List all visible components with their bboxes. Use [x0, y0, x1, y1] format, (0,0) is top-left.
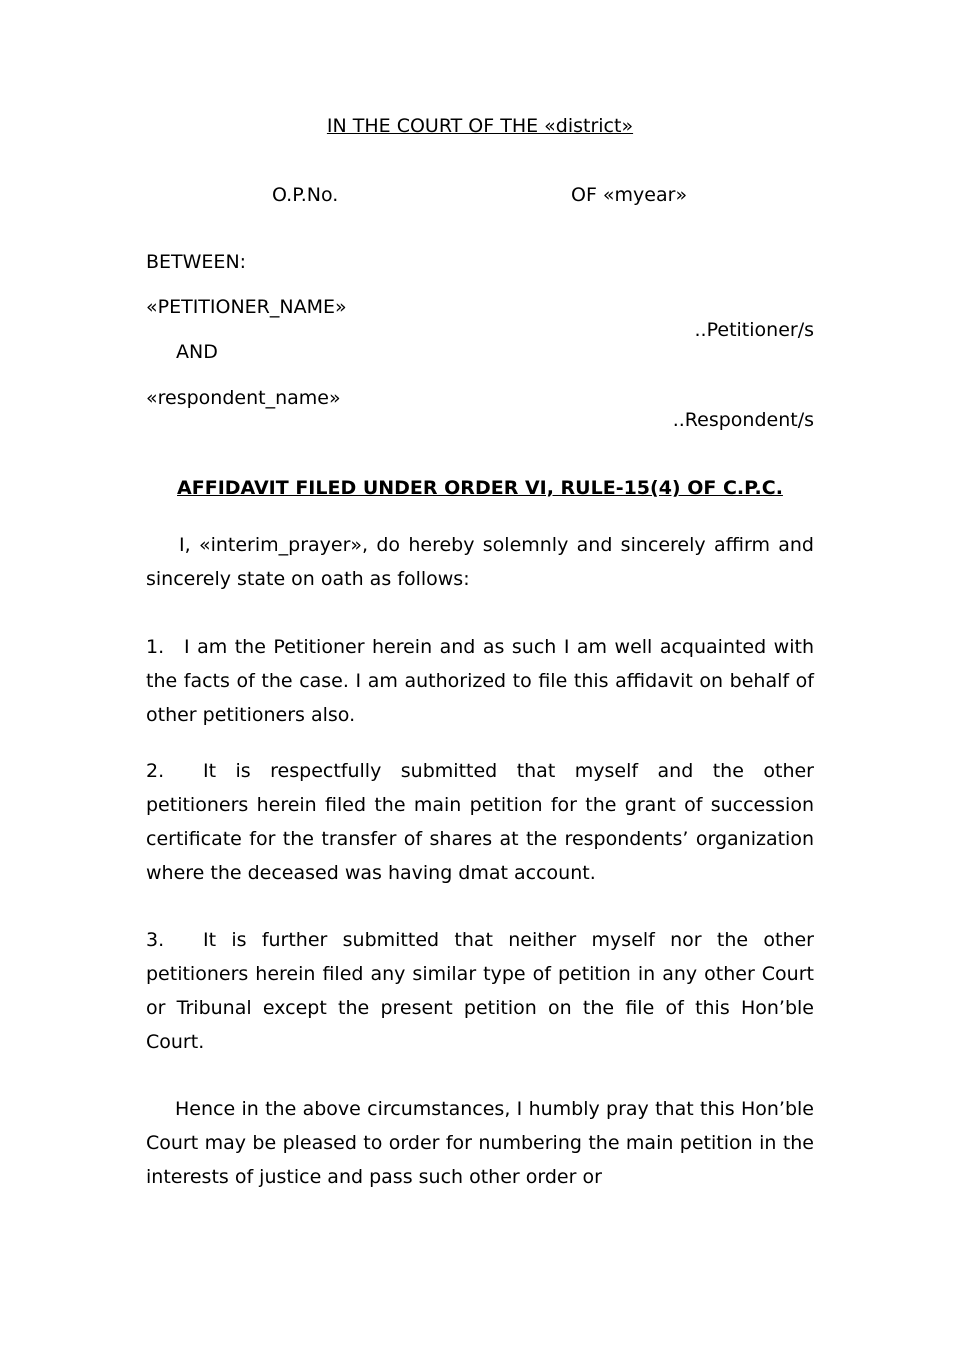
of-year-label: OF «myear» [571, 184, 688, 206]
paragraph-text: It is further submitted that neither myself nor the other petitioners herein filed any similar type of petition in any other Court or Tribunal except the present petition on the file of this Hon’ble Court. [146, 929, 814, 1053]
paragraph-number: 3. [146, 929, 165, 951]
respondent-name: «respondent_name» [146, 387, 341, 409]
op-number-label: O.P.No. [272, 184, 339, 206]
and-label: AND [176, 341, 218, 363]
affidavit-title: AFFIDAVIT FILED UNDER ORDER VI, RULE-15(4) OF C.P.C. [177, 477, 783, 499]
paragraph-2 [146, 754, 814, 890]
paragraph-text: I am the Petitioner herein and as such I am well acquainted with the facts of the case. I am authorized to file this affidavit on behalf of other petitioners also. [146, 636, 814, 726]
paragraph-number: 1. [146, 636, 165, 658]
court-title: IN THE COURT OF THE «district» [326, 115, 634, 137]
paragraph-3 [146, 923, 814, 1059]
petitioner-role: ..Petitioner/s [694, 319, 814, 341]
paragraph-text: It is respectfully submitted that myself and the other petitioners herein filed the main petition for the grant of succession certificate for the transfer of shares at the respondents’ organization where the deceased was having dmat account. [146, 760, 814, 884]
intro-paragraph: I, «interim_prayer», do hereby solemnly and sincerely affirm and sincerely state on oath as follows: [146, 534, 814, 590]
paragraph-1 [146, 630, 814, 732]
paragraph-number: 2. [146, 760, 165, 782]
petitioner-name: «PETITIONER_NAME» [146, 296, 347, 318]
closing-paragraph: Hence in the above circumstances, I humbly pray that this Hon’ble Court may be pleased to order for numbering the main petition in the interests of justice and pass such other order or [146, 1098, 814, 1188]
between-label: BETWEEN: [146, 251, 247, 273]
respondent-role: ..Respondent/s [672, 409, 814, 431]
